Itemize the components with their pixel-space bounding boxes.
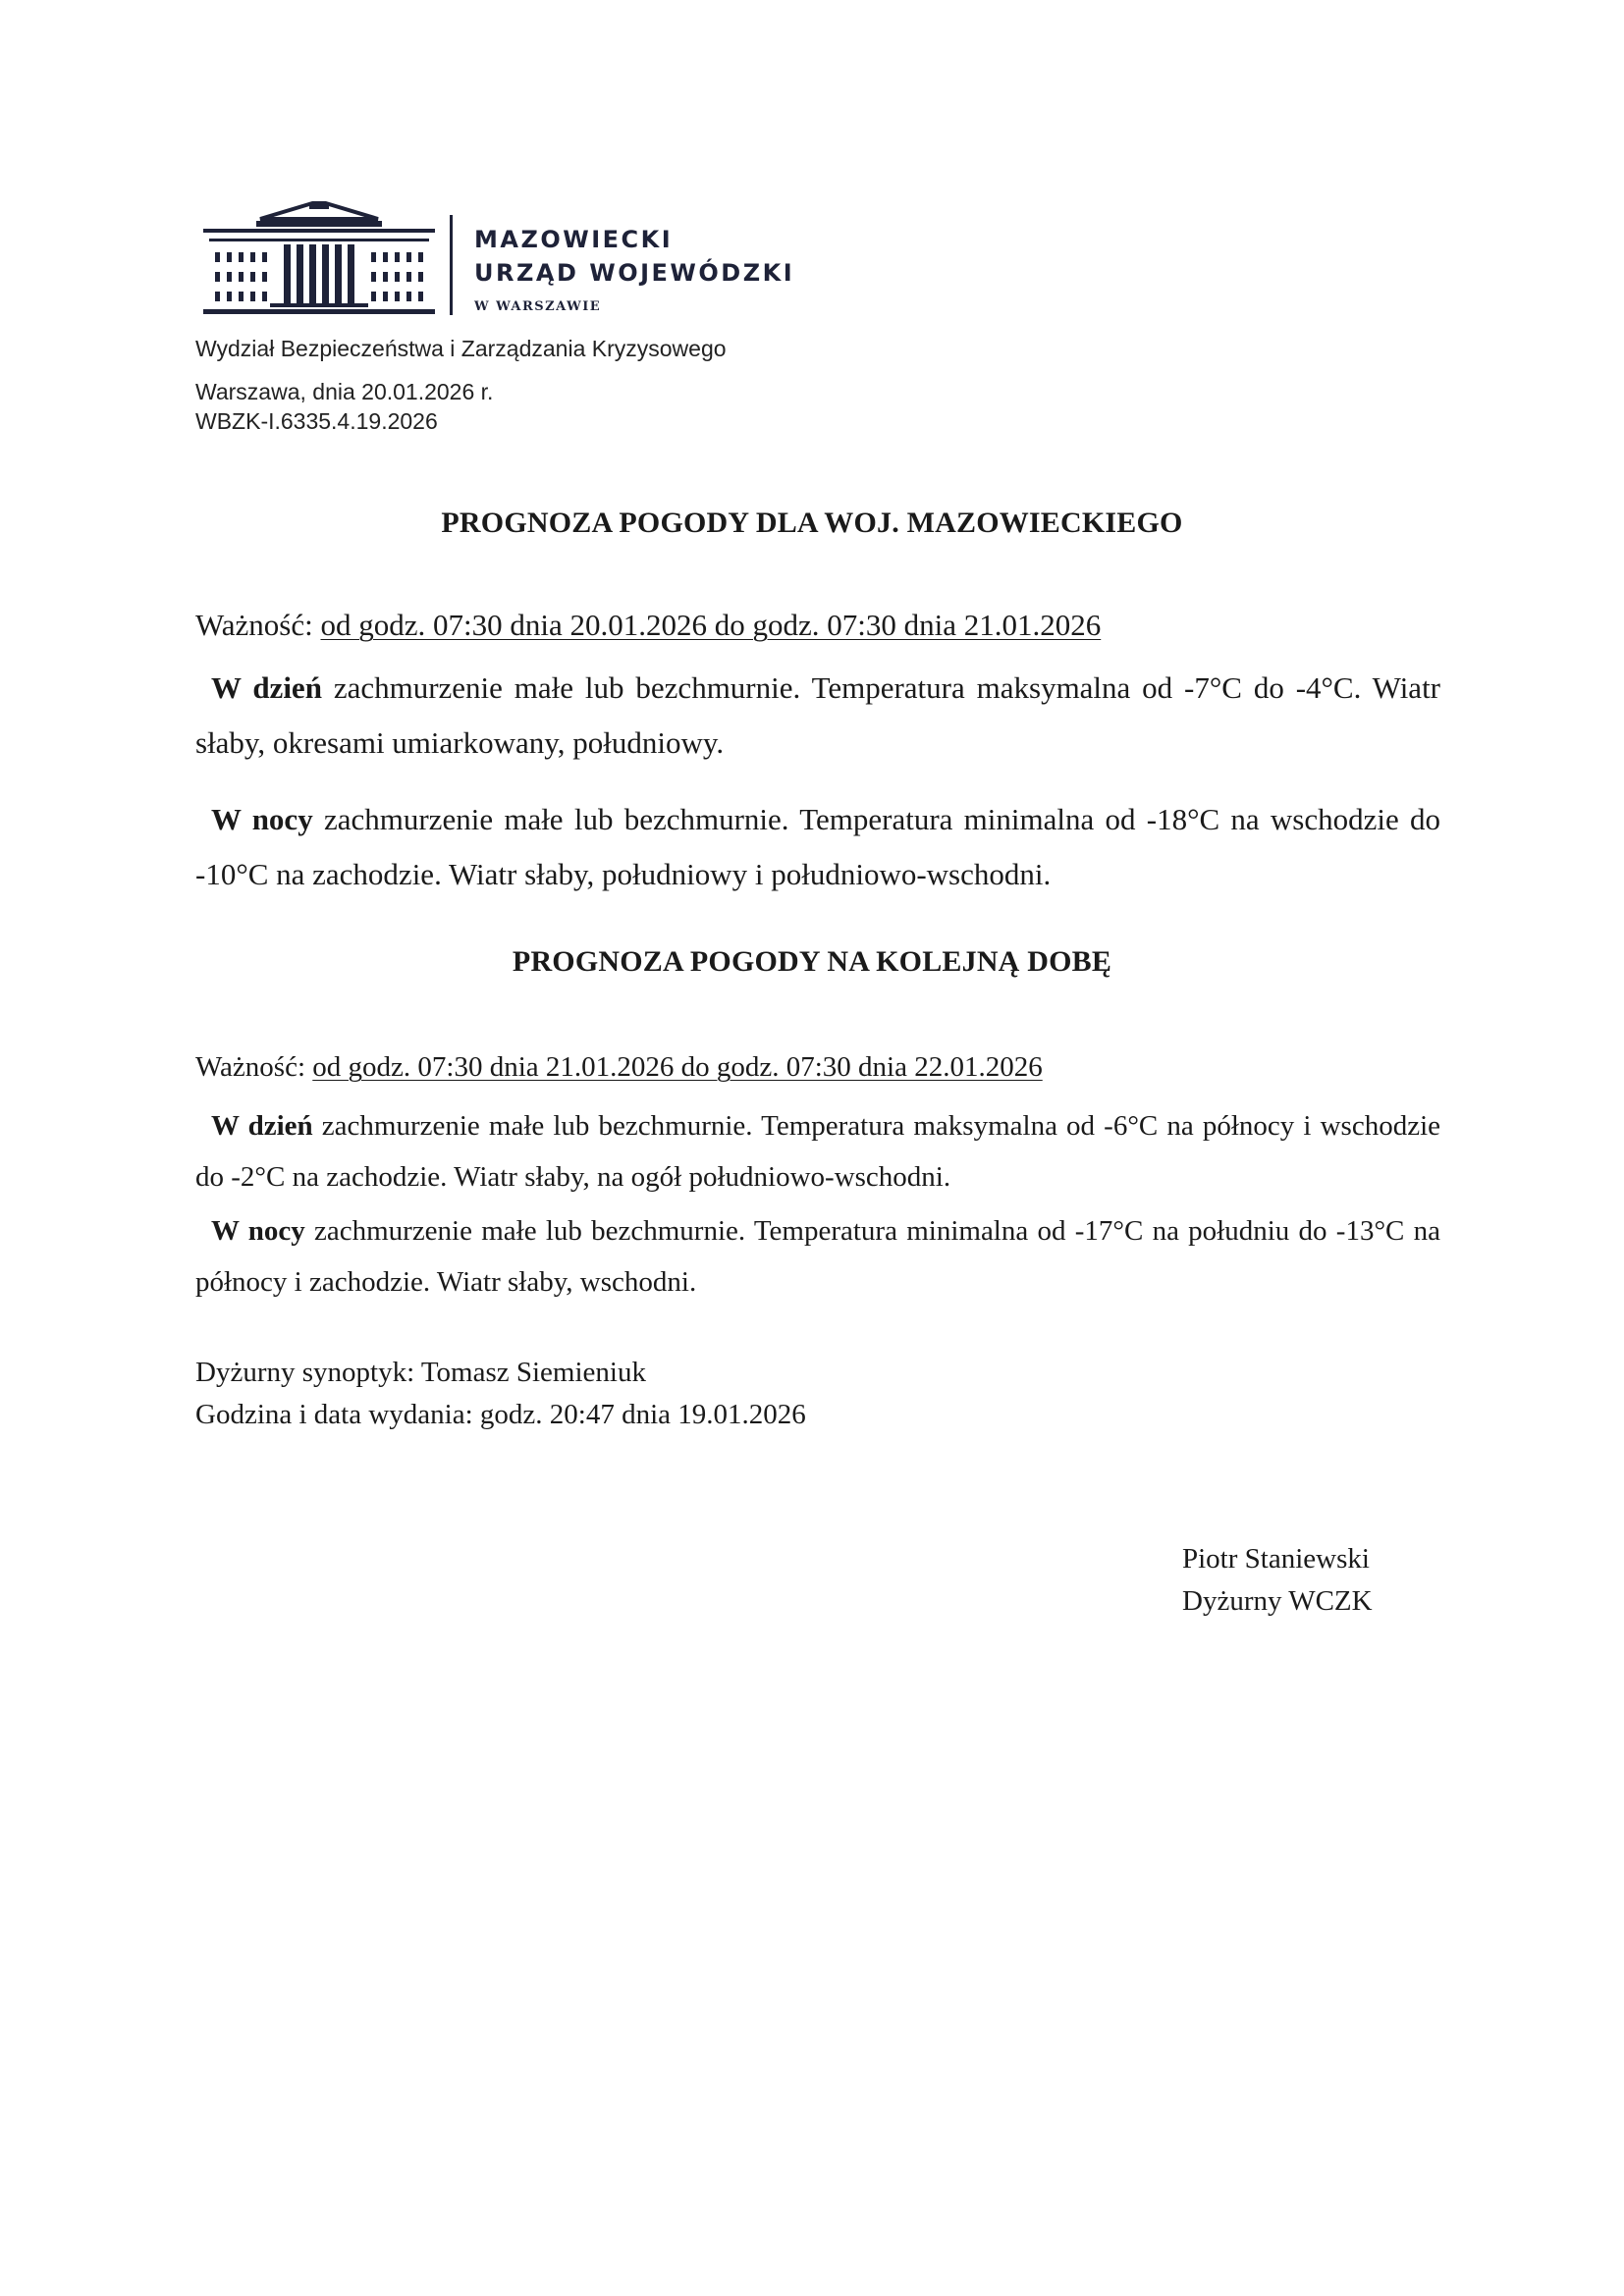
duty-info <box>195 1352 806 1436</box>
logo-separator <box>450 215 453 315</box>
day-text: zachmurzenie małe lub bezchmurnie. Temperatura maksymalna od -6°C na północy i wschodzie do -2°C na zachodzie. Wiatr słaby, na ogół południowo-wschodni. <box>195 1110 1440 1193</box>
issue-time: Godzina i data wydania: godz. 20:47 dnia 19.01.2026 <box>195 1399 806 1430</box>
night-text: zachmurzenie małe lub bezchmurnie. Temperatura minimalna od -18°C na wschodzie do -10°C na zachodzie. Wiatr słaby, południowy i południowo-wschodni. <box>195 802 1441 891</box>
next-day-title: PROGNOZA POGODY NA KOLEJNĄ DOBĘ <box>512 945 1112 978</box>
validity-period: od godz. 07:30 dnia 20.01.2026 do godz. 07:30 dnia 21.01.2026 <box>320 608 1102 642</box>
signatory-role: Dyżurny WCZK <box>1182 1585 1373 1617</box>
signatory-name: Piotr Staniewski <box>1182 1543 1370 1575</box>
logo-wordmark <box>474 223 794 314</box>
validity-label: Ważność: <box>195 608 321 642</box>
office-logo <box>201 201 795 319</box>
duty-synoptic: Dyżurny synoptyk: Tomasz Siemieniuk <box>195 1357 646 1388</box>
logo-line-1: MAZOWIECKI <box>474 226 674 253</box>
next-night-forecast <box>195 1205 1440 1308</box>
building-icon <box>201 201 437 319</box>
reference-number: WBZK-I.6335.4.19.2026 <box>195 408 438 434</box>
validity-period: od godz. 07:30 dnia 21.01.2026 do godz. 07:30 dnia 22.01.2026 <box>312 1051 1043 1083</box>
day-label: W dzień <box>211 1110 313 1142</box>
forecast-title: PROGNOZA POGODY DLA WOJ. MAZOWIECKIEGO <box>441 507 1183 539</box>
night-forecast <box>195 792 1440 902</box>
place-date: Warszawa, dnia 20.01.2026 r. <box>195 379 494 404</box>
next-day-validity <box>195 1051 1043 1084</box>
night-label: W nocy <box>211 1215 305 1247</box>
day-label: W dzień <box>211 670 322 705</box>
day-text: zachmurzenie małe lub bezchmurnie. Temperatura maksymalna od -7°C do -4°C. Wiatr słaby, okresami umiarkowany, południowy. <box>195 670 1440 760</box>
next-day-forecast <box>195 1100 1440 1202</box>
day-forecast <box>195 661 1440 771</box>
night-text: zachmurzenie małe lub bezchmurnie. Temperatura minimalna od -17°C na południu do -13°C na północy i zachodzie. Wiatr słaby, wschodni. <box>195 1215 1441 1298</box>
night-label: W nocy <box>211 802 313 836</box>
signature-block <box>1182 1538 1373 1623</box>
validity-label: Ważność: <box>195 1051 313 1083</box>
logo-line-2: URZĄD WOJEWÓDZKI <box>474 259 795 287</box>
department-name: Wydział Bezpieczeństwa i Zarządzania Kryzysowego <box>195 336 727 361</box>
forecast-validity <box>195 608 1101 643</box>
logo-line-3: W WARSZAWIE <box>474 299 602 314</box>
